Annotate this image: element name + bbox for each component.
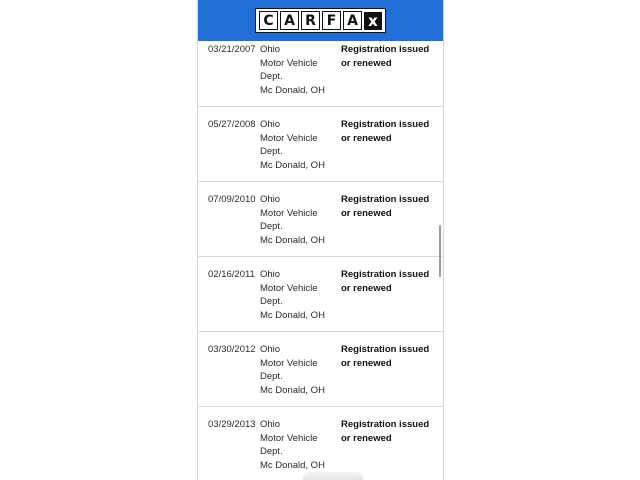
source-agency-cont: Dept. xyxy=(260,146,283,158)
record-date: 05/27/2008 xyxy=(208,119,256,130)
record-source xyxy=(260,193,338,247)
source-state: Ohio xyxy=(260,119,281,130)
logo-letter-a: A xyxy=(280,11,299,30)
header-bar xyxy=(198,0,443,41)
logo-letter-c: C xyxy=(259,11,278,30)
source-location: Mc Donald, OH xyxy=(260,234,325,246)
record-comment: Registration issued or renewed xyxy=(341,119,430,144)
record-date: 03/21/2007 xyxy=(208,44,256,55)
record-comment: Registration issued or renewed xyxy=(341,269,430,294)
record-source xyxy=(260,43,338,97)
record-comment: Registration issued or renewed xyxy=(341,344,430,369)
floating-button-peek[interactable] xyxy=(303,472,363,480)
source-location: Mc Donald, OH xyxy=(260,459,325,471)
record-comment: Registration issued or renewed xyxy=(341,44,430,69)
logo-letter-a2: A xyxy=(343,11,362,30)
source-agency: Motor Vehicle xyxy=(260,432,318,444)
logo-x: x xyxy=(364,12,382,30)
report-viewport xyxy=(197,0,444,480)
history-record xyxy=(198,407,443,480)
source-state: Ohio xyxy=(260,44,281,55)
scrollbar-thumb[interactable] xyxy=(439,225,441,277)
history-record xyxy=(198,107,443,182)
carfax-logo[interactable] xyxy=(255,8,386,33)
source-state: Ohio xyxy=(260,194,281,205)
source-agency: Motor Vehicle xyxy=(260,57,318,69)
source-agency-cont: Dept. xyxy=(260,221,283,233)
source-agency: Motor Vehicle xyxy=(260,357,318,369)
source-state: Ohio xyxy=(260,269,281,280)
history-record xyxy=(198,182,443,257)
source-location: Mc Donald, OH xyxy=(260,84,325,96)
record-source xyxy=(260,418,338,472)
source-agency: Motor Vehicle xyxy=(260,132,318,144)
history-records xyxy=(198,32,443,480)
source-location: Mc Donald, OH xyxy=(260,384,325,396)
record-date: 03/30/2012 xyxy=(208,344,256,355)
record-source xyxy=(260,343,338,397)
history-record xyxy=(198,32,443,107)
record-comment: Registration issued or renewed xyxy=(341,194,430,219)
record-date: 02/16/2011 xyxy=(208,269,255,280)
history-record xyxy=(198,332,443,407)
source-state: Ohio xyxy=(260,419,281,430)
record-date: 03/29/2013 xyxy=(208,419,256,430)
source-agency: Motor Vehicle xyxy=(260,282,318,294)
record-source xyxy=(260,118,338,172)
source-agency: Motor Vehicle xyxy=(260,207,318,219)
history-record xyxy=(198,257,443,332)
record-date: 07/09/2010 xyxy=(208,194,256,205)
source-agency-cont: Dept. xyxy=(260,446,283,458)
logo-letter-f: F xyxy=(322,11,341,30)
source-state: Ohio xyxy=(260,344,281,355)
source-agency-cont: Dept. xyxy=(260,371,283,383)
source-location: Mc Donald, OH xyxy=(260,159,325,171)
record-source xyxy=(260,268,338,322)
source-agency-cont: Dept. xyxy=(260,71,283,83)
source-location: Mc Donald, OH xyxy=(260,309,325,321)
record-comment: Registration issued or renewed xyxy=(341,419,430,444)
source-agency-cont: Dept. xyxy=(260,296,283,308)
logo-letter-r: R xyxy=(301,11,320,30)
